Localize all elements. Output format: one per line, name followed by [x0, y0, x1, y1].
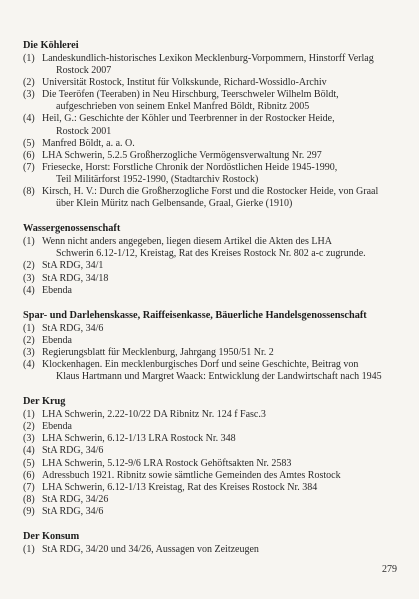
- footnote-entry: [23, 470, 408, 482]
- footnote-number: (9): [23, 505, 35, 517]
- footnote-line: Klockenhagen. Ein mecklenburgisches Dorf und seine Geschichte, Beitrag von: [42, 358, 359, 370]
- footnote-number: (4): [23, 445, 35, 457]
- footnote-number: (8): [23, 186, 35, 198]
- footnote-text: [42, 89, 408, 113]
- footnote-number: (1): [23, 53, 35, 64]
- footnote-line: LHA Schwerin, 5.2.5 Großherzogliche Vermögensverwaltung Nr. 297: [42, 149, 322, 161]
- footnote-entry: [23, 260, 408, 272]
- footnote-line: Regierungsblatt für Mecklenburg, Jahrgang 1950/51 Nr. 2: [42, 346, 274, 358]
- footnote-line: Universität Rostock, Institut für Volkskunde, Richard-Wossidlo-Archiv: [42, 77, 327, 89]
- footnote-line: Landeskundlich-historisches Lexikon Mecklenburg-Vorpommern, Hinstorff Verlag: [42, 53, 374, 64]
- footnote-line: Wenn nicht anders angegeben, liegen diesem Artikel die Akten des LHA: [42, 236, 332, 248]
- section: [23, 223, 408, 296]
- footnote-text: [42, 285, 408, 297]
- section: [23, 531, 408, 556]
- footnote-line: Ebenda: [42, 334, 72, 346]
- footnote-entry: [23, 482, 408, 494]
- footnote-number: (3): [23, 272, 35, 284]
- footnote-number: (1): [23, 544, 35, 555]
- footnote-text: [42, 138, 408, 150]
- footnote-entry: [23, 347, 408, 359]
- footnote-text: [42, 482, 408, 494]
- section-heading: Wassergenossenschaft: [23, 223, 121, 235]
- footnote-line: LHA Schwerin, 6.12-1/13 Kreistag, Rat des Kreises Rostock Nr. 384: [42, 481, 318, 493]
- footnote-entry: [23, 138, 408, 150]
- section-heading: Der Konsum: [23, 531, 80, 542]
- footnote-line: Manfred Böldt, a. a. O.: [42, 137, 135, 149]
- footnote-number: (5): [23, 457, 35, 469]
- footnote-text: [42, 53, 408, 77]
- page-content: [23, 40, 408, 569]
- footnote-number: (7): [23, 481, 35, 493]
- footnote-number: (4): [23, 113, 35, 125]
- footnote-entry: [23, 285, 408, 297]
- footnote-entry: [23, 335, 408, 347]
- footnote-entry: [23, 186, 408, 210]
- footnote-entry: [23, 409, 408, 421]
- footnote-line: LHA Schwerin, 5.12-9/6 LRA Rostock Gehöftsakten Nr. 2583: [42, 457, 292, 469]
- footnote-text: [42, 347, 408, 359]
- footnote-text: [42, 445, 408, 457]
- footnote-text: [42, 421, 408, 433]
- section: [23, 396, 408, 518]
- footnote-line: Teil Militärforst 1952-1990, (Stadtarchiv Rostock): [56, 173, 259, 185]
- section-heading: Die Köhlerei: [23, 40, 79, 51]
- footnote-entry: [23, 113, 408, 137]
- footnote-number: (1): [23, 236, 35, 248]
- footnote-number: (5): [23, 137, 35, 149]
- footnote-text: [42, 458, 408, 470]
- footnote-entry: [23, 53, 408, 77]
- footnote-text: [42, 470, 408, 482]
- footnote-text: [42, 150, 408, 162]
- footnote-number: (3): [23, 346, 35, 358]
- footnote-number: (2): [23, 77, 35, 89]
- footnote-number: (1): [23, 322, 35, 334]
- footnote-line: aufgeschrieben von seinem Enkel Manfred Böldt, Ribnitz 2005: [56, 101, 310, 113]
- section: [23, 310, 408, 383]
- section: [23, 40, 408, 210]
- footnote-line: StA RDG, 34/18: [42, 272, 109, 284]
- footnote-entry: [23, 359, 408, 383]
- footnote-line: Friesecke, Horst: Forstliche Chronik der Nordöstlichen Heide 1945-1990,: [42, 161, 338, 173]
- footnote-number: (6): [23, 469, 35, 481]
- footnote-line: Heil, G.: Geschichte der Köhler und Teerbrenner in der Rostocker Heide,: [42, 113, 335, 125]
- section-heading: Spar- und Darlehenskasse, Raiffeisenkasse, Bäuerliche Handelsgenossenschaft: [23, 309, 367, 321]
- footnote-number: (1): [23, 409, 35, 421]
- footnote-entry: [23, 445, 408, 457]
- footnote-number: (6): [23, 149, 35, 161]
- footnote-number: (2): [23, 421, 35, 433]
- footnote-entry: [23, 150, 408, 162]
- footnote-text: [42, 260, 408, 272]
- footnote-line: Schwerin 6.12-1/12, Kreistag, Rat des Kreises Rostock Nr. 802 a-c zugrunde.: [56, 248, 366, 260]
- footnote-text: [42, 433, 408, 445]
- footnote-line: Ebenda: [42, 421, 72, 433]
- footnote-text: [42, 186, 408, 210]
- footnote-text: [42, 544, 408, 556]
- footnote-number: (2): [23, 260, 35, 272]
- footnote-text: [42, 494, 408, 506]
- footnote-number: (3): [23, 89, 35, 101]
- footnote-text: [42, 273, 408, 285]
- footnote-entry: [23, 273, 408, 285]
- footnote-line: Rostock 2001: [56, 125, 112, 137]
- footnote-entry: [23, 458, 408, 470]
- footnote-text: [42, 409, 408, 421]
- footnote-line: StA RDG, 34/6: [42, 505, 104, 517]
- footnote-text: [42, 162, 408, 186]
- footnote-entry: [23, 236, 408, 260]
- footnote-line: LHA Schwerin, 2.22-10/22 DA Ribnitz Nr. 124 f Fasc.3: [42, 409, 266, 421]
- footnote-entry: [23, 89, 408, 113]
- footnote-number: (4): [23, 358, 35, 370]
- footnote-number: (3): [23, 433, 35, 445]
- footnote-line: StA RDG, 34/1: [42, 260, 104, 272]
- footnote-line: Kirsch, H. V.: Durch die Großherzogliche Forst und die Rostocker Heide, von Graal: [42, 186, 379, 198]
- footnote-entry: [23, 506, 408, 518]
- footnote-text: [42, 77, 408, 89]
- page-number: 279: [382, 564, 397, 575]
- footnote-number: (7): [23, 161, 35, 173]
- footnote-number: (4): [23, 284, 35, 296]
- footnote-line: StA RDG, 34/26: [42, 493, 109, 505]
- footnote-number: (8): [23, 493, 35, 505]
- footnote-text: [42, 236, 408, 260]
- footnote-line: Ebenda: [42, 284, 72, 296]
- footnote-line: über Klein Müritz nach Gelbensande, Graal, Gierke (1910): [56, 198, 293, 210]
- footnote-line: StA RDG, 34/6: [42, 322, 104, 334]
- footnote-line: Rostock 2007: [56, 65, 112, 77]
- footnote-text: [42, 359, 408, 383]
- footnote-text: [42, 113, 408, 137]
- footnote-line: Adressbuch 1921. Ribnitz sowie sämtliche Gemeinden des Amtes Rostock: [42, 469, 341, 481]
- footnote-entry: [23, 433, 408, 445]
- footnote-line: Die Teeröfen (Teeraben) in Neu Hirschburg, Teerschweler Wilhelm Böldt,: [42, 89, 339, 101]
- footnote-line: StA RDG, 34/6: [42, 445, 104, 457]
- footnote-line: LHA Schwerin, 6.12-1/13 LRA Rostock Nr. 348: [42, 433, 236, 445]
- footnote-entry: [23, 421, 408, 433]
- footnote-entry: [23, 77, 408, 89]
- footnote-entry: [23, 162, 408, 186]
- footnote-entry: [23, 544, 408, 556]
- footnote-number: (2): [23, 334, 35, 346]
- footnote-line: StA RDG, 34/20 und 34/26, Aussagen von Zeitzeugen: [42, 544, 259, 555]
- section-heading: Der Krug: [23, 396, 66, 408]
- footnote-line: Klaus Hartmann und Margret Waack: Entwicklung der Landwirtschaft nach 1945: [56, 371, 382, 383]
- footnote-entry: [23, 323, 408, 335]
- footnote-text: [42, 323, 408, 335]
- footnote-text: [42, 335, 408, 347]
- footnote-entry: [23, 494, 408, 506]
- footnote-text: [42, 506, 408, 518]
